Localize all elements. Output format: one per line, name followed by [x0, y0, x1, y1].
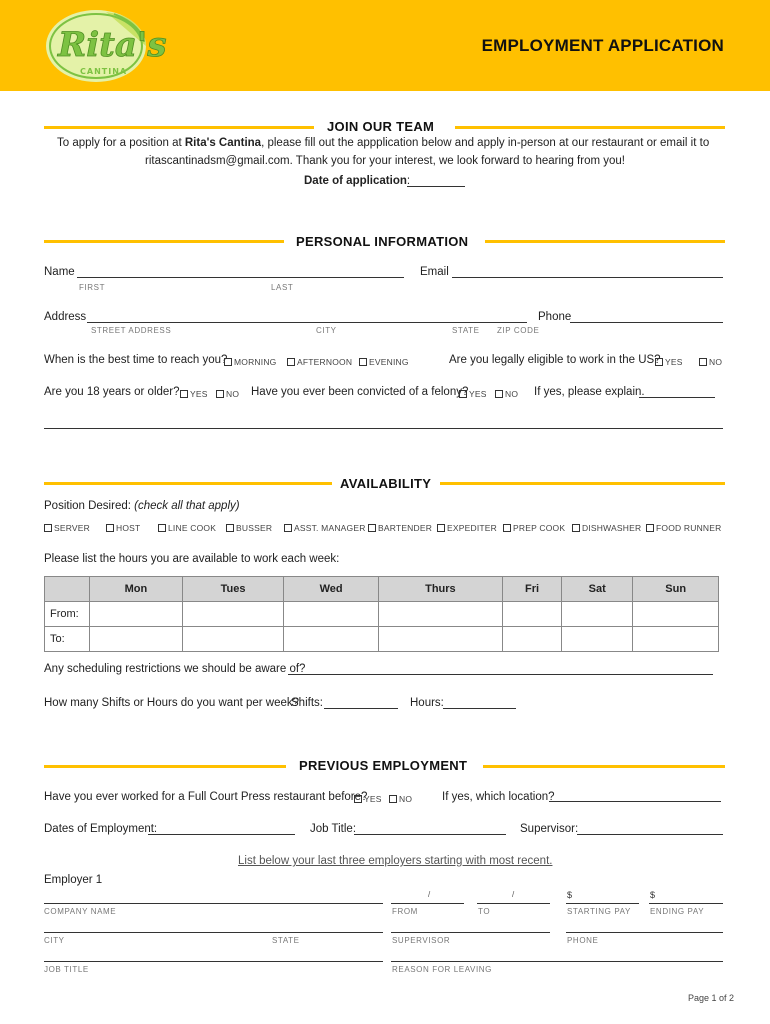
- position-asst-manager-option[interactable]: ASST. MANAGER: [284, 523, 366, 533]
- header-banner: [0, 0, 770, 91]
- explain-label: If yes, please explain.: [534, 386, 645, 398]
- table-header-row: [45, 577, 719, 602]
- section-divider: [485, 240, 725, 243]
- hours-cell[interactable]: [182, 627, 284, 652]
- position-server-option[interactable]: SERVER: [44, 523, 90, 533]
- to-date-field[interactable]: [477, 903, 550, 904]
- hours-cell[interactable]: [90, 602, 183, 627]
- day-header-wed: Wed: [284, 577, 378, 602]
- supervisor-caption: SUPERVISOR: [392, 936, 451, 945]
- supervisor-name-field[interactable]: [391, 932, 550, 933]
- dates-of-employment-field[interactable]: [148, 834, 295, 835]
- shifts-question: How many Shifts or Hours do you want per week?: [44, 697, 300, 709]
- position-line-cook-option[interactable]: LINE COOK: [158, 523, 216, 533]
- intro-line-1: To apply for a position at Rita's Cantina, please fill out the appplication below and apply in-person at our restaurant or email it to: [57, 137, 710, 149]
- felony-yes-option[interactable]: YES: [459, 389, 487, 399]
- checkbox[interactable]: [287, 358, 295, 366]
- section-divider: [483, 765, 725, 768]
- previous-employment-heading: PREVIOUS EMPLOYMENT: [299, 758, 468, 773]
- restrictions-question: Any scheduling restrictions we should be aware of?: [44, 663, 306, 675]
- restrictions-field[interactable]: [288, 674, 713, 675]
- address-field[interactable]: [87, 322, 527, 323]
- checkbox[interactable]: [699, 358, 707, 366]
- hours-cell[interactable]: [284, 602, 378, 627]
- date-of-application-label: Date of application:: [304, 175, 411, 187]
- evening-option[interactable]: EVENING: [359, 357, 409, 367]
- employer-list-instruction: List below your last three employers starting with most recent.: [238, 855, 553, 867]
- state-caption: STATE: [452, 326, 480, 335]
- phone-label: Phone: [538, 311, 572, 323]
- position-expediter-option[interactable]: EXPEDITER: [437, 523, 497, 533]
- hours-cell[interactable]: [562, 627, 633, 652]
- age-yes-option[interactable]: YES: [180, 389, 208, 399]
- eligible-no-option[interactable]: NO: [699, 357, 722, 367]
- full-court-question: Have you ever worked for a Full Court Press restaurant before?: [44, 791, 368, 803]
- from-date-slash: /: [428, 890, 431, 899]
- checkbox[interactable]: [503, 524, 511, 532]
- ending-pay-caption: ENDING PAY: [650, 907, 705, 916]
- morning-option[interactable]: MORNING: [224, 357, 276, 367]
- company-name-caption: COMPANY NAME: [44, 907, 117, 916]
- age-question: Are you 18 years or older?: [44, 386, 180, 398]
- hours-per-week-label: Hours:: [410, 697, 444, 709]
- section-divider: [455, 126, 725, 129]
- shifts-label: Shifts:: [291, 697, 323, 709]
- starting-pay-field[interactable]: [566, 903, 639, 904]
- first-caption: FIRST: [79, 283, 106, 292]
- full-court-no-option[interactable]: NO: [389, 794, 412, 804]
- felony-no-option[interactable]: NO: [495, 389, 518, 399]
- felony-question: Have you ever been convicted of a felony?: [251, 386, 469, 398]
- availability-heading: AVAILABILITY: [340, 476, 432, 491]
- page-title: EMPLOYMENT APPLICATION: [481, 36, 724, 55]
- svg-text:CANTINA: CANTINA: [80, 67, 128, 76]
- hours-cell[interactable]: [502, 602, 561, 627]
- employer-1-heading: Employer 1: [44, 874, 103, 886]
- street-caption: STREET ADDRESS: [91, 326, 172, 335]
- hours-cell[interactable]: [633, 627, 719, 652]
- checkbox[interactable]: [224, 358, 232, 366]
- day-header-mon: Mon: [90, 577, 183, 602]
- which-location-label: If yes, which location?: [442, 791, 555, 803]
- checkbox[interactable]: [106, 524, 114, 532]
- to-caption: TO: [478, 907, 491, 916]
- full-court-yes-option[interactable]: YES: [354, 794, 382, 804]
- hours-cell[interactable]: [378, 627, 502, 652]
- job-title-field[interactable]: [354, 834, 506, 835]
- hours-cell[interactable]: [284, 627, 378, 652]
- starting-pay-dollar: $: [567, 890, 573, 900]
- starting-pay-caption: STARTING PAY: [567, 907, 631, 916]
- table-row: [45, 627, 719, 652]
- phone-field[interactable]: [570, 322, 723, 323]
- section-divider: [440, 482, 725, 485]
- hours-cell[interactable]: [182, 602, 284, 627]
- age-no-option[interactable]: NO: [216, 389, 239, 399]
- ending-pay-field[interactable]: [649, 903, 723, 904]
- eligible-question: Are you legally eligible to work in the US?: [449, 354, 661, 366]
- hours-cell[interactable]: [562, 602, 633, 627]
- position-bartender-option[interactable]: BARTENDER: [368, 523, 432, 533]
- supervisor-label: Supervisor:: [520, 823, 579, 835]
- table-row: [45, 602, 719, 627]
- reason-caption: REASON FOR LEAVING: [392, 965, 493, 974]
- position-busser-option[interactable]: BUSSER: [226, 523, 272, 533]
- hours-cell[interactable]: [502, 627, 561, 652]
- address-label: Address: [44, 311, 87, 323]
- afternoon-option[interactable]: AFTERNOON: [287, 357, 352, 367]
- hours-cell[interactable]: [633, 602, 719, 627]
- day-header-fri: Fri: [502, 577, 561, 602]
- section-divider: [44, 126, 314, 129]
- to-date-slash: /: [512, 890, 515, 899]
- last-caption: LAST: [271, 283, 294, 292]
- section-divider: [44, 765, 286, 768]
- from-row-label: From:: [45, 602, 90, 627]
- best-time-question: When is the best time to reach you?: [44, 354, 228, 366]
- city-caption: CITY: [316, 326, 337, 335]
- checkbox[interactable]: [44, 524, 52, 532]
- day-header-thurs: Thurs: [378, 577, 502, 602]
- day-header-sat: Sat: [562, 577, 633, 602]
- city-field[interactable]: [44, 932, 383, 933]
- page-number: Page 1 of 2: [688, 993, 735, 1003]
- svg-text:Rita's: Rita's: [58, 25, 167, 65]
- explain-field-line-2[interactable]: [44, 428, 723, 429]
- section-divider: [44, 482, 332, 485]
- hours-cell[interactable]: [378, 602, 502, 627]
- position-prep-cook-option[interactable]: PREP COOK: [503, 523, 565, 533]
- checkbox[interactable]: [284, 524, 292, 532]
- checkbox[interactable]: [459, 390, 467, 398]
- checkbox[interactable]: [437, 524, 445, 532]
- eligible-yes-option[interactable]: YES: [655, 357, 683, 367]
- phone-caption: PHONE: [567, 936, 599, 945]
- company-name-field[interactable]: [44, 903, 383, 904]
- email-field[interactable]: [452, 277, 723, 278]
- name-label: Name: [44, 266, 75, 278]
- checkbox[interactable]: [655, 358, 663, 366]
- intro-line-2: ritascantinadsm@gmail.com. Thank you for your interest, we look forward to hearing from you!: [145, 155, 625, 167]
- state-caption: STATE: [272, 936, 300, 945]
- from-caption: FROM: [392, 907, 418, 916]
- date-of-application-field[interactable]: [407, 186, 465, 187]
- employer-phone-field[interactable]: [566, 932, 723, 933]
- from-date-field[interactable]: [391, 903, 464, 904]
- reason-for-leaving-field[interactable]: [391, 961, 723, 962]
- position-dishwasher-option[interactable]: DISHWASHER: [572, 523, 641, 533]
- city-caption: CITY: [44, 936, 65, 945]
- name-field[interactable]: [77, 277, 404, 278]
- position-food-runner-option[interactable]: FOOD RUNNER: [646, 523, 721, 533]
- personal-heading: PERSONAL INFORMATION: [296, 234, 469, 249]
- supervisor-field[interactable]: [577, 834, 723, 835]
- checkbox[interactable]: [216, 390, 224, 398]
- checkbox[interactable]: [495, 390, 503, 398]
- checkbox[interactable]: [158, 524, 166, 532]
- hours-label: Please list the hours you are available to work each week:: [44, 553, 340, 565]
- explain-field[interactable]: [639, 397, 715, 398]
- day-header-tues: Tues: [182, 577, 284, 602]
- table-corner-cell: [45, 577, 90, 602]
- hours-per-week-field[interactable]: [443, 708, 516, 709]
- ritas-cantina-logo: [44, 6, 167, 84]
- zip-caption: ZIP CODE: [497, 326, 540, 335]
- job-title-field-employer[interactable]: [44, 961, 383, 962]
- checkbox[interactable]: [180, 390, 188, 398]
- checkbox[interactable]: [359, 358, 367, 366]
- position-host-option[interactable]: HOST: [106, 523, 140, 533]
- checkbox[interactable]: [572, 524, 580, 532]
- to-row-label: To:: [45, 627, 90, 652]
- checkbox[interactable]: [354, 795, 362, 803]
- position-desired-label: Position Desired: (check all that apply): [44, 500, 240, 512]
- checkbox[interactable]: [226, 524, 234, 532]
- which-location-field[interactable]: [549, 801, 721, 802]
- dates-of-employment-label: Dates of Employment:: [44, 823, 158, 835]
- section-divider: [44, 240, 284, 243]
- hours-cell[interactable]: [90, 627, 183, 652]
- availability-hours-table: [44, 576, 719, 652]
- job-title-label: Job Title:: [310, 823, 357, 835]
- ending-pay-dollar: $: [650, 890, 656, 900]
- shifts-field[interactable]: [324, 708, 398, 709]
- checkbox[interactable]: [646, 524, 654, 532]
- checkbox[interactable]: [389, 795, 397, 803]
- checkbox[interactable]: [368, 524, 376, 532]
- job-title-caption: JOB TITLE: [44, 965, 89, 974]
- day-header-sun: Sun: [633, 577, 719, 602]
- email-label: Email: [420, 266, 449, 278]
- join-heading: JOIN OUR TEAM: [327, 119, 435, 134]
